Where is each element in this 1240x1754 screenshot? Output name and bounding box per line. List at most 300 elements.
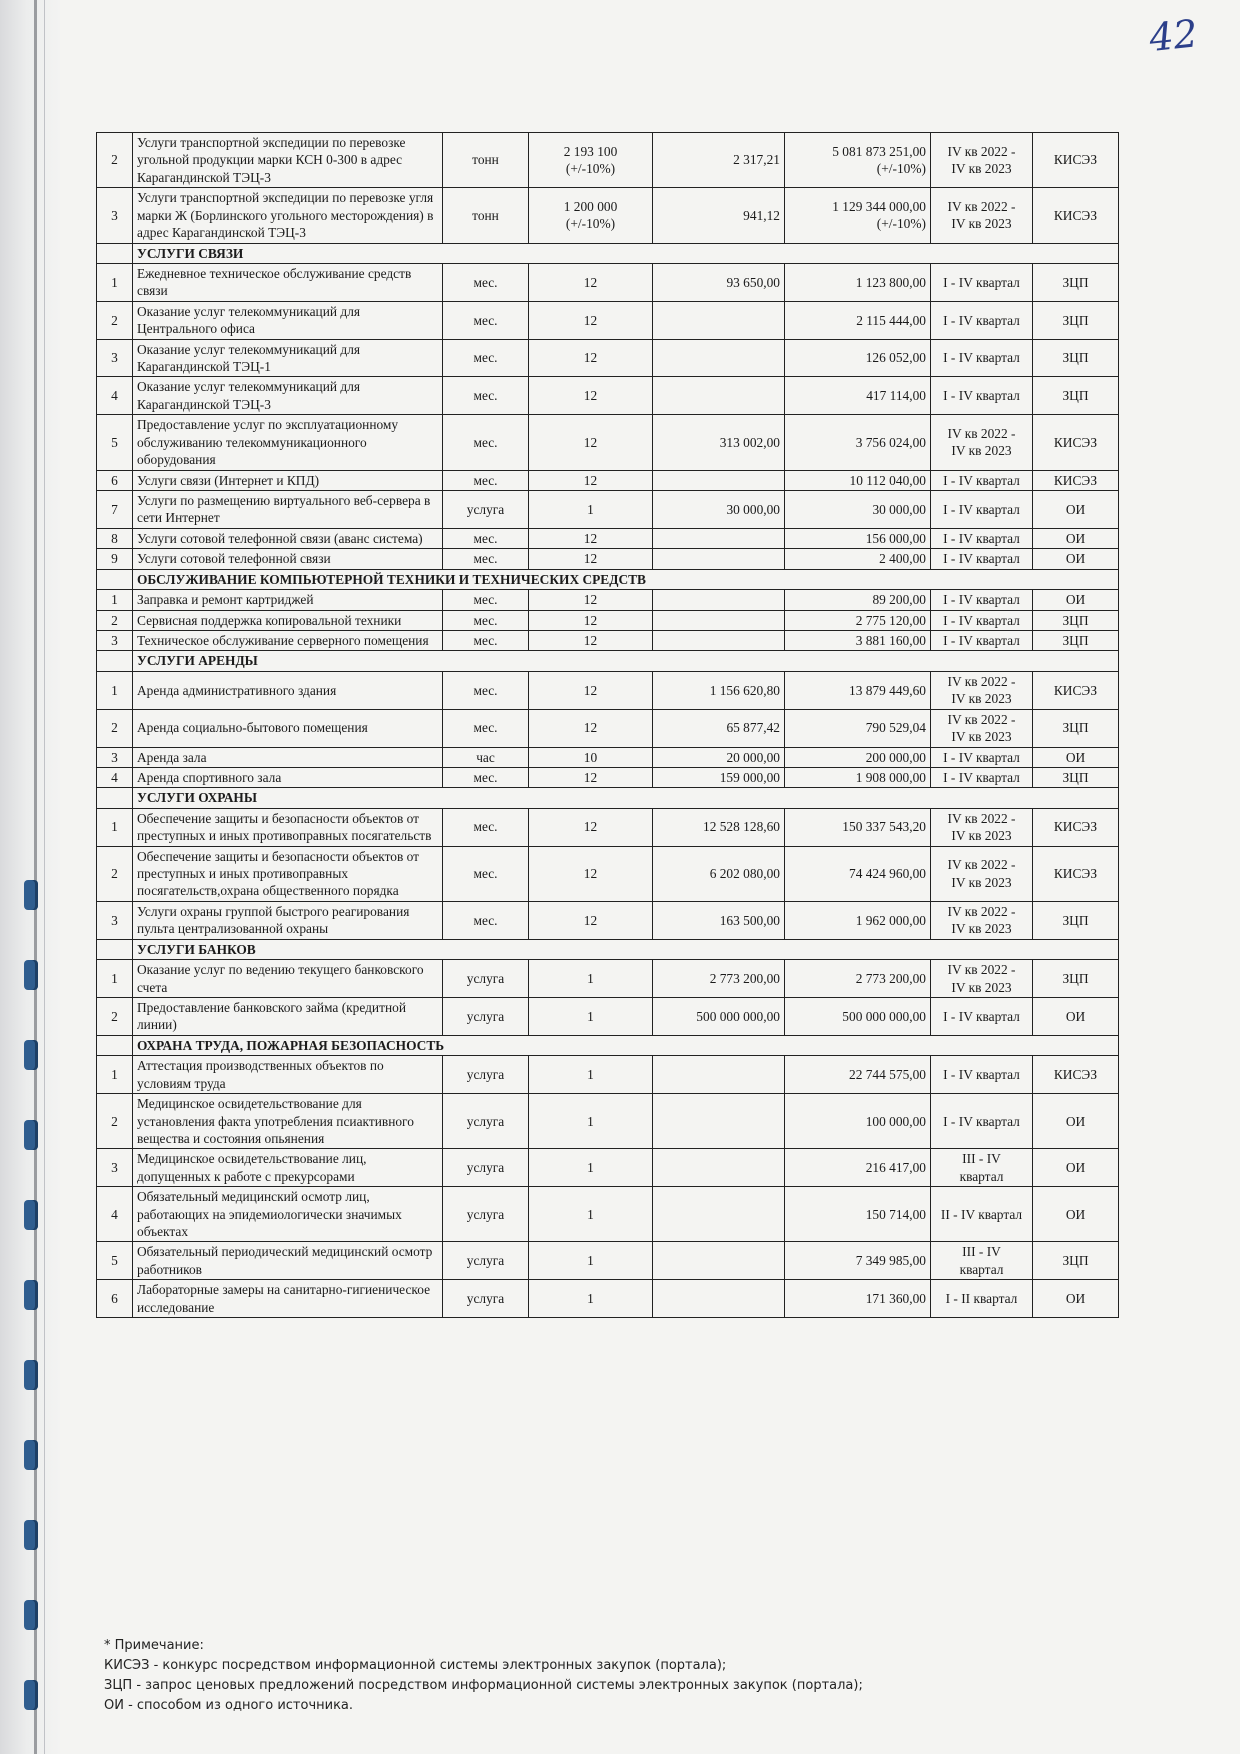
procurement-method-cell: ЗЦП [1033,263,1119,301]
footnote-line-kisez: КИСЭЗ - конкурс посредством информационной системы электронных закупок (портала); [104,1658,727,1673]
binder-ring [24,960,38,990]
row-number-cell: 1 [97,671,133,709]
procurement-plan-table [96,132,1119,1318]
delivery-period-cell: I - IV квартал [931,470,1033,490]
total-amount-cell: 10 112 040,00 [785,470,931,490]
procurement-method-cell: КИСЭЗ [1033,470,1119,490]
quantity-cell: 12 [529,767,653,787]
row-number-cell: 9 [97,549,133,569]
delivery-period-cell: IV кв 2022 - IV кв 2023 [931,808,1033,846]
table-row [97,610,1119,630]
procurement-method-cell: ОИ [1033,1280,1119,1318]
section-number-cell [97,939,133,959]
binder-ring [24,1600,38,1630]
procurement-method-cell: ЗЦП [1033,630,1119,650]
table-row [97,590,1119,610]
unit-of-measure-cell: мес. [443,709,529,747]
row-number-cell: 3 [97,1149,133,1187]
delivery-period-cell: IV кв 2022 - IV кв 2023 [931,188,1033,243]
total-amount-cell: 30 000,00 [785,491,931,529]
total-amount-cell: 2 775 120,00 [785,610,931,630]
procurement-method-cell: ЗЦП [1033,377,1119,415]
total-amount-cell: 417 114,00 [785,377,931,415]
row-number-cell: 2 [97,610,133,630]
delivery-period-cell: I - II квартал [931,1280,1033,1318]
unit-price-cell: 313 002,00 [653,415,785,470]
quantity-cell: 2 193 100 (+/-10%) [529,133,653,188]
delivery-period-cell: II - IV квартал [931,1187,1033,1242]
table-row [97,133,1119,188]
unit-of-measure-cell: мес. [443,630,529,650]
unit-price-cell [653,377,785,415]
procurement-method-cell: КИСЭЗ [1033,415,1119,470]
quantity-cell: 12 [529,528,653,548]
table-row [97,901,1119,939]
service-name-cell: Аренда зала [133,747,443,767]
section-title: УСЛУГИ АРЕНДЫ [133,651,1119,671]
total-amount-cell: 100 000,00 [785,1094,931,1149]
row-number-cell: 1 [97,263,133,301]
unit-of-measure-cell: мес. [443,470,529,490]
table-row [97,808,1119,846]
unit-of-measure-cell: услуга [443,1094,529,1149]
procurement-method-cell: ОИ [1033,747,1119,767]
row-number-cell: 2 [97,997,133,1035]
footnote-line-zcp: ЗЦП - запрос ценовых предложений посредством информационной системы электронных закупок (портала); [104,1678,863,1693]
service-name-cell: Медицинское освидетельствование для установления факта употребления псиактивного вещества и состояния опьянения [133,1094,443,1149]
section-number-cell [97,1035,133,1055]
row-number-cell: 4 [97,767,133,787]
row-number-cell: 4 [97,1187,133,1242]
total-amount-cell: 3 756 024,00 [785,415,931,470]
binder-ring [24,1680,38,1710]
procurement-method-cell: ЗЦП [1033,767,1119,787]
service-name-cell: Услуги транспортной экспедиции по перевозке угля марки Ж (Борлинского угольного месторождения) в адрес Карагандинской ТЭЦ-3 [133,188,443,243]
service-name-cell: Услуги связи (Интернет и КПД) [133,470,443,490]
total-amount-cell: 89 200,00 [785,590,931,610]
row-number-cell: 6 [97,1280,133,1318]
procurement-method-cell: КИСЭЗ [1033,188,1119,243]
delivery-period-cell: IV кв 2022 - IV кв 2023 [931,415,1033,470]
quantity-cell: 10 [529,747,653,767]
table-row [97,1280,1119,1318]
delivery-period-cell: I - IV квартал [931,549,1033,569]
row-number-cell: 7 [97,491,133,529]
binder-spine-inner [44,0,45,1754]
unit-of-measure-cell: мес. [443,590,529,610]
unit-of-measure-cell: услуга [443,491,529,529]
procurement-method-cell: КИСЭЗ [1033,808,1119,846]
delivery-period-cell: I - IV квартал [931,747,1033,767]
binder-ring [24,1120,38,1150]
table-row [97,1149,1119,1187]
procurement-method-cell: ЗЦП [1033,1242,1119,1280]
unit-of-measure-cell: мес. [443,767,529,787]
unit-price-cell [653,590,785,610]
total-amount-cell: 171 360,00 [785,1280,931,1318]
row-number-cell: 1 [97,960,133,998]
row-number-cell: 2 [97,133,133,188]
total-amount-cell: 1 129 344 000,00 (+/-10%) [785,188,931,243]
binder-ring [24,1200,38,1230]
delivery-period-cell: IV кв 2022 - IV кв 2023 [931,960,1033,998]
row-number-cell: 6 [97,470,133,490]
unit-price-cell [653,528,785,548]
row-number-cell: 3 [97,339,133,377]
table-row [97,1056,1119,1094]
unit-of-measure-cell: час [443,747,529,767]
table-row [97,377,1119,415]
section-title: УСЛУГИ БАНКОВ [133,939,1119,959]
total-amount-cell: 216 417,00 [785,1149,931,1187]
service-name-cell: Услуги охраны группой быстрого реагирования пульта централизованной охраны [133,901,443,939]
service-name-cell: Оказание услуг телекоммуникаций для Центрального офиса [133,301,443,339]
binder-edge [0,0,60,1754]
total-amount-cell: 13 879 449,60 [785,671,931,709]
unit-price-cell [653,549,785,569]
total-amount-cell: 200 000,00 [785,747,931,767]
unit-of-measure-cell: мес. [443,415,529,470]
unit-of-measure-cell: мес. [443,377,529,415]
service-name-cell: Сервисная поддержка копировальной техники [133,610,443,630]
service-name-cell: Услуги транспортной экспедиции по перевозке угольной продукции марки КСН 0-300 в адрес Карагандинской ТЭЦ-3 [133,133,443,188]
row-number-cell: 8 [97,528,133,548]
quantity-cell: 1 [529,1056,653,1094]
delivery-period-cell: I - IV квартал [931,301,1033,339]
binder-ring [24,1520,38,1550]
service-name-cell: Предоставление услуг по эксплуатационному обслуживанию телекоммуникационного оборудования [133,415,443,470]
row-number-cell: 1 [97,590,133,610]
section-header-row [97,788,1119,808]
table-row [97,960,1119,998]
quantity-cell: 12 [529,263,653,301]
procurement-method-cell: ЗЦП [1033,960,1119,998]
section-header-row [97,1035,1119,1055]
delivery-period-cell: I - IV квартал [931,610,1033,630]
table-row [97,339,1119,377]
unit-price-cell: 65 877,42 [653,709,785,747]
service-name-cell: Аренда административного здания [133,671,443,709]
delivery-period-cell: IV кв 2022 - IV кв 2023 [931,709,1033,747]
service-name-cell: Обязательный медицинский осмотр лиц, работающих на эпидемиологически значимых объектах [133,1187,443,1242]
unit-price-cell [653,1242,785,1280]
table-row [97,415,1119,470]
procurement-method-cell: ЗЦП [1033,709,1119,747]
delivery-period-cell: I - IV квартал [931,767,1033,787]
quantity-cell: 12 [529,846,653,901]
delivery-period-cell: IV кв 2022 - IV кв 2023 [931,671,1033,709]
procurement-method-cell: ОИ [1033,1094,1119,1149]
table-row [97,630,1119,650]
quantity-cell: 1 [529,491,653,529]
procurement-method-cell: ОИ [1033,1149,1119,1187]
delivery-period-cell: I - IV квартал [931,1056,1033,1094]
table-row [97,671,1119,709]
section-header-row [97,651,1119,671]
service-name-cell: Услуги сотовой телефонной связи [133,549,443,569]
procurement-method-cell: КИСЭЗ [1033,846,1119,901]
delivery-period-cell: I - IV квартал [931,1094,1033,1149]
procurement-method-cell: ЗЦП [1033,610,1119,630]
table-row [97,528,1119,548]
unit-price-cell: 93 650,00 [653,263,785,301]
service-name-cell: Услуги по размещению виртуального веб-сервера в сети Интернет [133,491,443,529]
section-title: УСЛУГИ СВЯЗИ [133,243,1119,263]
unit-of-measure-cell: услуга [443,1056,529,1094]
quantity-cell: 1 [529,1242,653,1280]
total-amount-cell: 126 052,00 [785,339,931,377]
quantity-cell: 12 [529,339,653,377]
unit-of-measure-cell: мес. [443,339,529,377]
table-row [97,767,1119,787]
row-number-cell: 2 [97,709,133,747]
table-row [97,1187,1119,1242]
unit-price-cell: 2 773 200,00 [653,960,785,998]
quantity-cell: 1 [529,960,653,998]
row-number-cell: 2 [97,301,133,339]
unit-of-measure-cell: услуга [443,1242,529,1280]
procurement-method-cell: ОИ [1033,590,1119,610]
unit-price-cell [653,1094,785,1149]
service-name-cell: Медицинское освидетельствование лиц, допущенных к работе с прекурсорами [133,1149,443,1187]
table-row [97,846,1119,901]
delivery-period-cell: I - IV квартал [931,339,1033,377]
quantity-cell: 1 [529,1187,653,1242]
binder-ring [24,880,38,910]
unit-price-cell [653,1280,785,1318]
service-name-cell: Ежедневное техническое обслуживание средств связи [133,263,443,301]
service-name-cell: Лабораторные замеры на санитарно-гигиеническое исследование [133,1280,443,1318]
total-amount-cell: 156 000,00 [785,528,931,548]
table-body [97,133,1119,1318]
unit-price-cell [653,1056,785,1094]
row-number-cell: 3 [97,188,133,243]
binder-spine [34,0,37,1754]
quantity-cell: 12 [529,549,653,569]
total-amount-cell: 1 908 000,00 [785,767,931,787]
unit-of-measure-cell: мес. [443,610,529,630]
service-name-cell: Обеспечение защиты и безопасности объектов от преступных и иных противоправных посягательств [133,808,443,846]
total-amount-cell: 150 714,00 [785,1187,931,1242]
footnote-line-oi: ОИ - способом из одного источника. [104,1698,354,1713]
quantity-cell: 1 [529,1280,653,1318]
unit-price-cell: 1 156 620,80 [653,671,785,709]
table-row [97,263,1119,301]
total-amount-cell: 790 529,04 [785,709,931,747]
table-row [97,747,1119,767]
table-row [97,997,1119,1035]
unit-of-measure-cell: мес. [443,846,529,901]
unit-price-cell: 6 202 080,00 [653,846,785,901]
service-name-cell: Оказание услуг телекоммуникаций для Карагандинской ТЭЦ-1 [133,339,443,377]
unit-of-measure-cell: мес. [443,671,529,709]
total-amount-cell: 5 081 873 251,00 (+/-10%) [785,133,931,188]
row-number-cell: 5 [97,1242,133,1280]
section-title: УСЛУГИ ОХРАНЫ [133,788,1119,808]
procurement-method-cell: ОИ [1033,491,1119,529]
unit-of-measure-cell: услуга [443,1187,529,1242]
section-header-row [97,939,1119,959]
row-number-cell: 1 [97,1056,133,1094]
unit-price-cell [653,301,785,339]
row-number-cell: 3 [97,630,133,650]
quantity-cell: 12 [529,709,653,747]
unit-price-cell: 30 000,00 [653,491,785,529]
procurement-method-cell: ОИ [1033,528,1119,548]
unit-of-measure-cell: услуга [443,997,529,1035]
unit-of-measure-cell: мес. [443,301,529,339]
unit-price-cell: 20 000,00 [653,747,785,767]
unit-of-measure-cell: мес. [443,528,529,548]
row-number-cell: 5 [97,415,133,470]
table-row [97,1242,1119,1280]
unit-price-cell: 12 528 128,60 [653,808,785,846]
quantity-cell: 1 [529,997,653,1035]
table-row [97,709,1119,747]
service-name-cell: Аренда спортивного зала [133,767,443,787]
table-row [97,549,1119,569]
total-amount-cell: 1 962 000,00 [785,901,931,939]
unit-price-cell: 941,12 [653,188,785,243]
unit-of-measure-cell: услуга [443,960,529,998]
section-number-cell [97,569,133,589]
service-name-cell: Заправка и ремонт картриджей [133,590,443,610]
total-amount-cell: 1 123 800,00 [785,263,931,301]
unit-price-cell: 500 000 000,00 [653,997,785,1035]
procurement-method-cell: КИСЭЗ [1033,1056,1119,1094]
service-name-cell: Техническое обслуживание серверного помещения [133,630,443,650]
binder-ring [24,1280,38,1310]
unit-of-measure-cell: мес. [443,549,529,569]
total-amount-cell: 7 349 985,00 [785,1242,931,1280]
row-number-cell: 4 [97,377,133,415]
section-title: ОХРАНА ТРУДА, ПОЖАРНАЯ БЕЗОПАСНОСТЬ [133,1035,1119,1055]
procurement-method-cell: ЗЦП [1033,901,1119,939]
section-number-cell [97,788,133,808]
quantity-cell: 12 [529,808,653,846]
unit-price-cell [653,339,785,377]
service-name-cell: Услуги сотовой телефонной связи (аванс система) [133,528,443,548]
unit-price-cell [653,630,785,650]
footnote [104,1636,1134,1716]
unit-price-cell [653,470,785,490]
unit-price-cell [653,610,785,630]
unit-of-measure-cell: мес. [443,263,529,301]
service-name-cell: Оказание услуг по ведению текущего банковского счета [133,960,443,998]
procurement-method-cell: КИСЭЗ [1033,133,1119,188]
binder-ring [24,1440,38,1470]
service-name-cell: Предоставление банковского займа (кредитной линии) [133,997,443,1035]
quantity-cell: 1 [529,1094,653,1149]
quantity-cell: 12 [529,671,653,709]
delivery-period-cell: I - IV квартал [931,263,1033,301]
unit-price-cell [653,1187,785,1242]
quantity-cell: 12 [529,901,653,939]
row-number-cell: 3 [97,901,133,939]
row-number-cell: 2 [97,1094,133,1149]
service-name-cell: Аренда социально-бытового помещения [133,709,443,747]
table-row [97,188,1119,243]
procurement-method-cell: ЗЦП [1033,339,1119,377]
quantity-cell: 12 [529,377,653,415]
delivery-period-cell: I - IV квартал [931,528,1033,548]
service-name-cell: Обеспечение защиты и безопасности объектов от преступных и иных противоправных посягательств,охрана общественного порядка [133,846,443,901]
procurement-method-cell: ОИ [1033,1187,1119,1242]
delivery-period-cell: III - IV квартал [931,1149,1033,1187]
unit-price-cell: 163 500,00 [653,901,785,939]
delivery-period-cell: IV кв 2022 - IV кв 2023 [931,901,1033,939]
procurement-method-cell: КИСЭЗ [1033,671,1119,709]
service-name-cell: Обязательный периодический медицинский осмотр работников [133,1242,443,1280]
total-amount-cell: 22 744 575,00 [785,1056,931,1094]
delivery-period-cell: I - IV квартал [931,590,1033,610]
unit-price-cell [653,1149,785,1187]
total-amount-cell: 3 881 160,00 [785,630,931,650]
total-amount-cell: 2 115 444,00 [785,301,931,339]
row-number-cell: 2 [97,846,133,901]
service-name-cell: Оказание услуг телекоммуникаций для Карагандинской ТЭЦ-3 [133,377,443,415]
section-header-row [97,569,1119,589]
handwritten-page-number: 42 [1147,11,1200,61]
unit-of-measure-cell: услуга [443,1280,529,1318]
quantity-cell: 1 [529,1149,653,1187]
total-amount-cell: 74 424 960,00 [785,846,931,901]
delivery-period-cell: I - IV квартал [931,377,1033,415]
section-number-cell [97,243,133,263]
delivery-period-cell: I - IV квартал [931,491,1033,529]
quantity-cell: 12 [529,470,653,490]
delivery-period-cell: III - IV квартал [931,1242,1033,1280]
row-number-cell: 3 [97,747,133,767]
total-amount-cell: 2 400,00 [785,549,931,569]
quantity-cell: 12 [529,301,653,339]
table-row [97,1094,1119,1149]
table-row [97,470,1119,490]
unit-price-cell: 2 317,21 [653,133,785,188]
binder-ring [24,1360,38,1390]
total-amount-cell: 150 337 543,20 [785,808,931,846]
quantity-cell: 12 [529,415,653,470]
delivery-period-cell: IV кв 2022 - IV кв 2023 [931,846,1033,901]
unit-of-measure-cell: тонн [443,133,529,188]
section-title: ОБСЛУЖИВАНИЕ КОМПЬЮТЕРНОЙ ТЕХНИКИ И ТЕХНИЧЕСКИХ СРЕДСТВ [133,569,1119,589]
delivery-period-cell: IV кв 2022 - IV кв 2023 [931,133,1033,188]
unit-of-measure-cell: мес. [443,901,529,939]
quantity-cell: 1 200 000 (+/-10%) [529,188,653,243]
footnote-title: * Примечание: [104,1638,204,1653]
procurement-method-cell: ОИ [1033,997,1119,1035]
total-amount-cell: 2 773 200,00 [785,960,931,998]
delivery-period-cell: I - IV квартал [931,630,1033,650]
section-number-cell [97,651,133,671]
section-header-row [97,243,1119,263]
table-row [97,491,1119,529]
procurement-method-cell: ОИ [1033,549,1119,569]
unit-price-cell: 159 000,00 [653,767,785,787]
row-number-cell: 1 [97,808,133,846]
delivery-period-cell: I - IV квартал [931,997,1033,1035]
procurement-method-cell: ЗЦП [1033,301,1119,339]
service-name-cell: Аттестация производственных объектов по условиям труда [133,1056,443,1094]
unit-of-measure-cell: мес. [443,808,529,846]
quantity-cell: 12 [529,630,653,650]
quantity-cell: 12 [529,610,653,630]
unit-of-measure-cell: услуга [443,1149,529,1187]
binder-ring [24,1040,38,1070]
quantity-cell: 12 [529,590,653,610]
total-amount-cell: 500 000 000,00 [785,997,931,1035]
unit-of-measure-cell: тонн [443,188,529,243]
